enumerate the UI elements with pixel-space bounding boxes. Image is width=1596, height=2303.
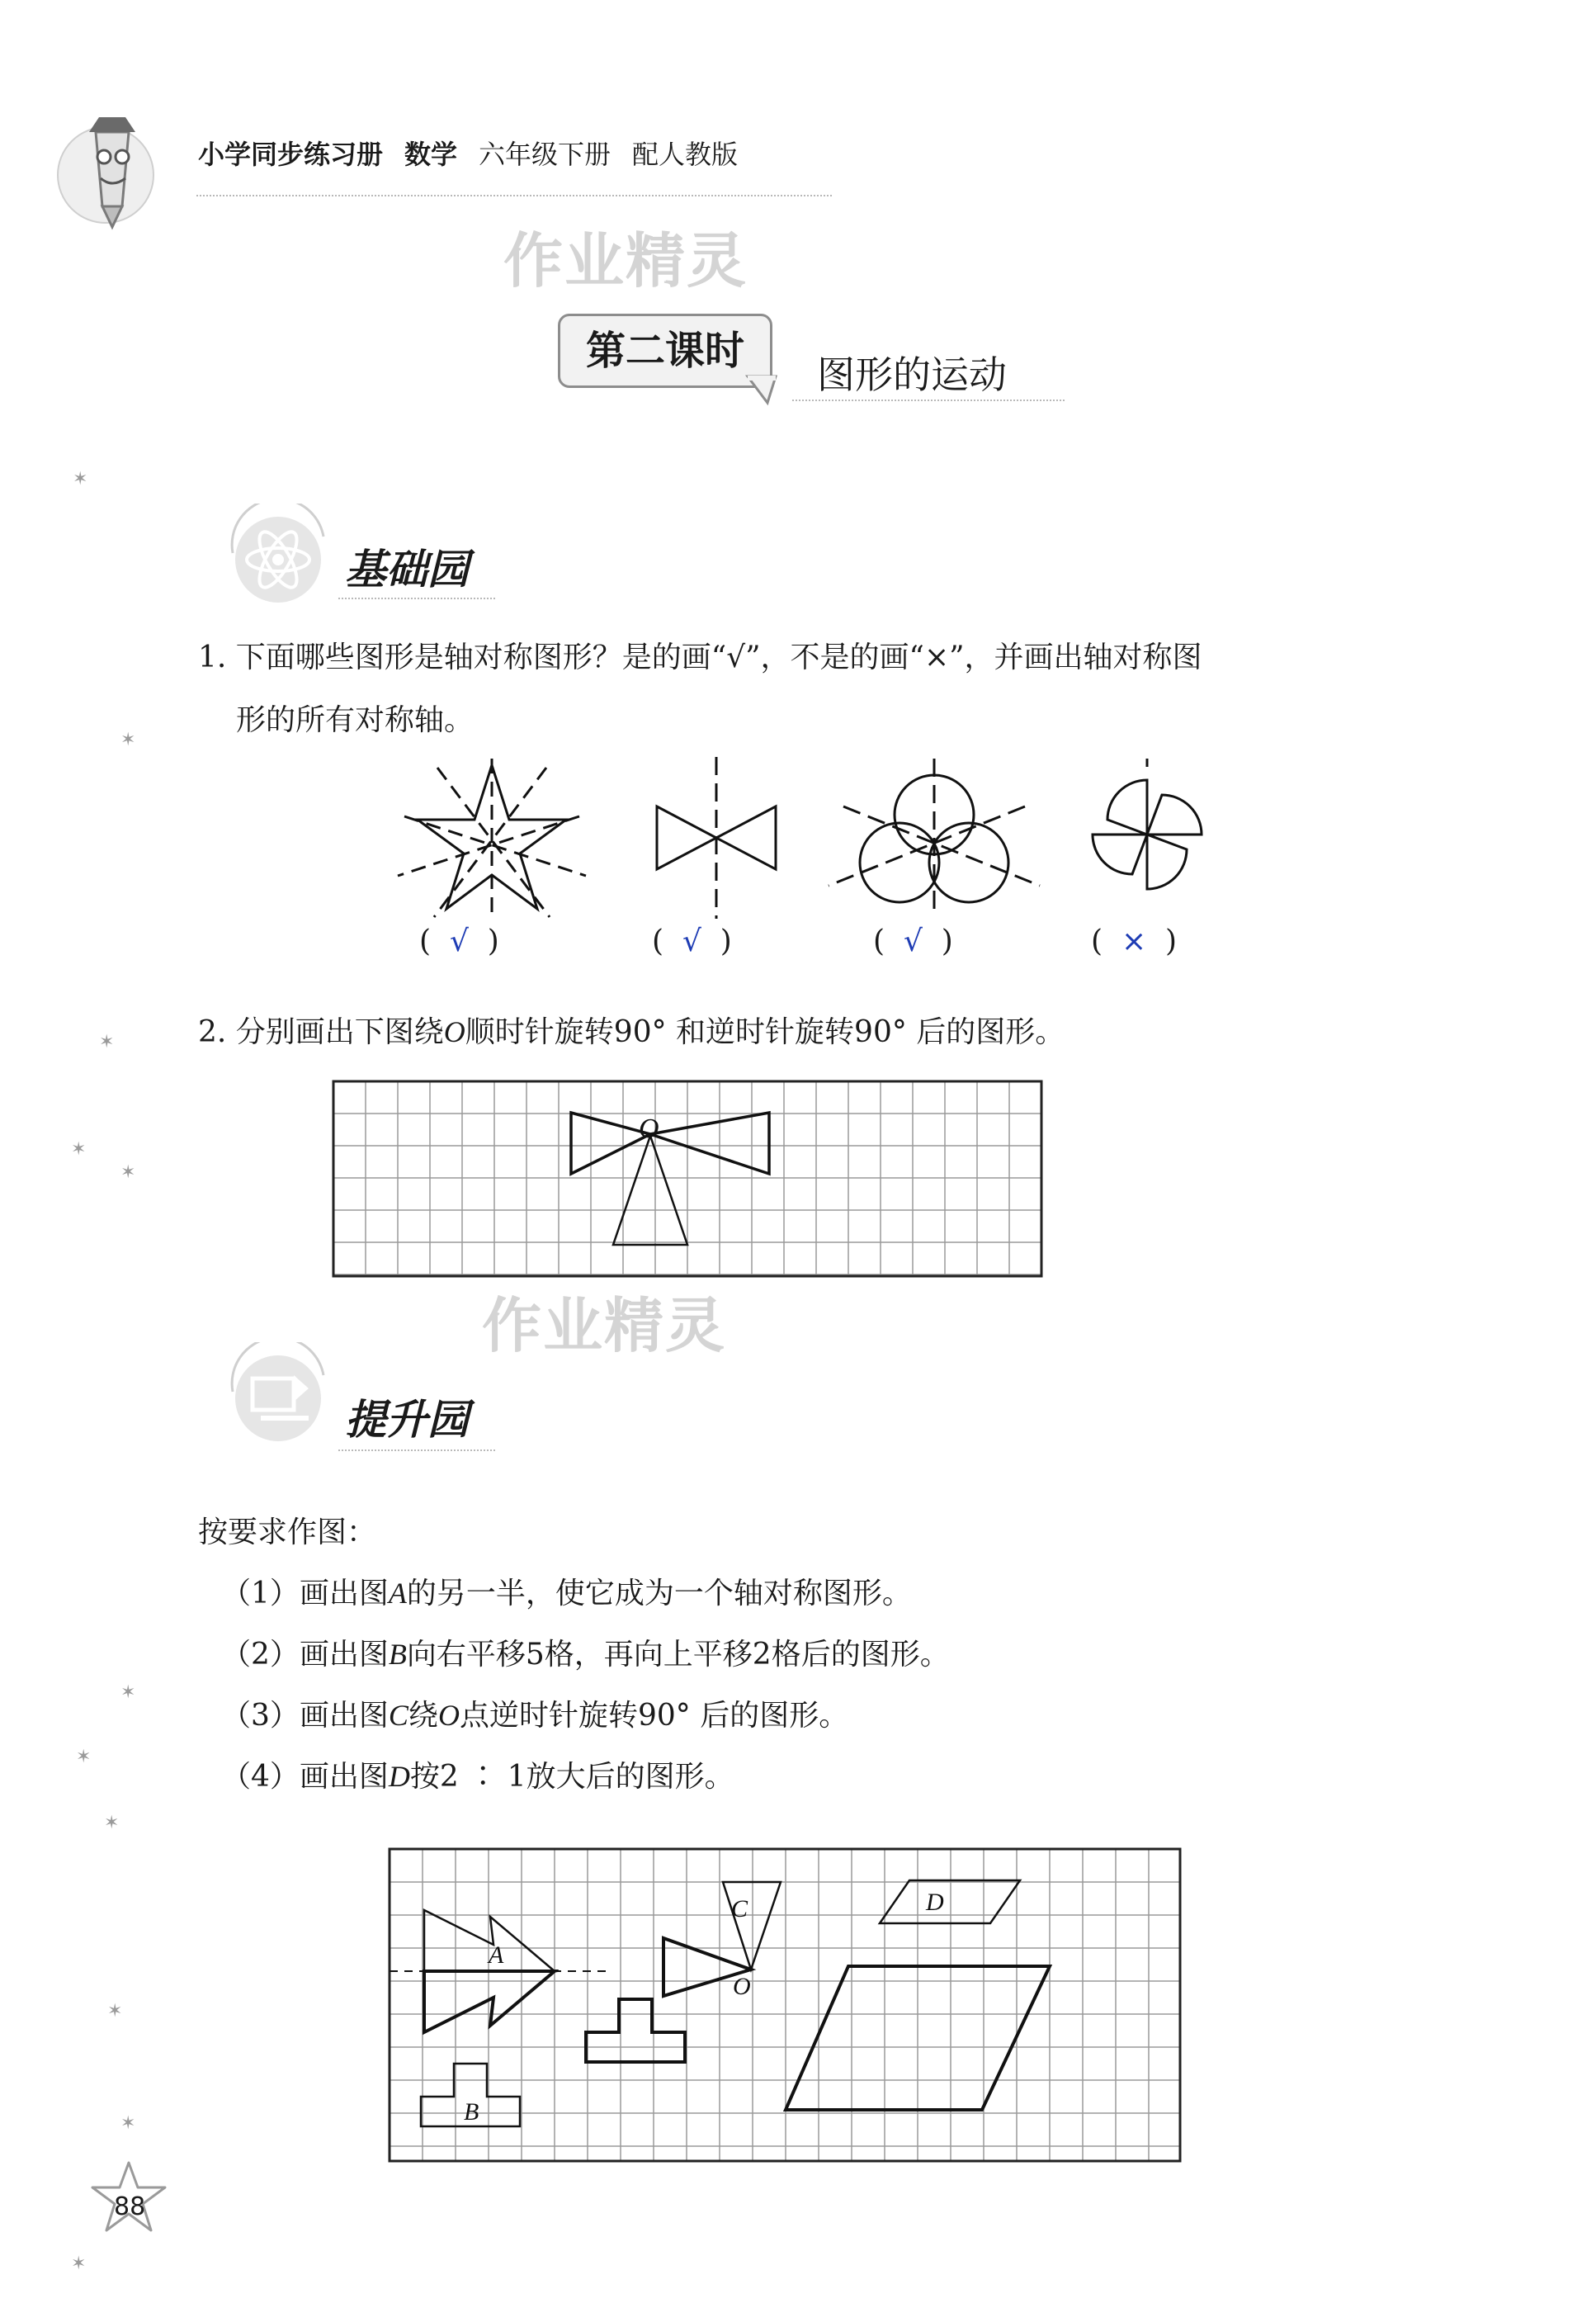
answer-3: ( √ )	[873, 925, 953, 958]
grade: 六年级下册	[479, 139, 611, 170]
running-header	[198, 134, 738, 172]
figure-three-circles	[829, 759, 1040, 917]
figure-star	[398, 759, 586, 917]
svg-text:O: O	[733, 1973, 751, 2000]
answer-1: ( √ )	[419, 925, 499, 958]
instruction-4: （4）画出图D按2 ∶ 1放大后的图形。	[221, 1760, 734, 1794]
star-icon: ✶	[107, 2001, 123, 2022]
section2-underline	[338, 1449, 495, 1451]
figure-b-translated	[586, 1999, 685, 2062]
svg-text:B: B	[464, 2098, 479, 2126]
star-icon: ✶	[73, 469, 88, 489]
star-icon: ✶	[120, 1682, 136, 1703]
question-1-line-1: 1. 下面哪些图形是轴对称图形？是的画“√”，不是的画“×”，并画出轴对称图	[198, 641, 1202, 674]
figure-a-mirror	[424, 1971, 555, 2032]
edition: 配人教版	[632, 139, 739, 170]
answer-2: ( √ )	[652, 925, 732, 958]
star-icon: ✶	[104, 1813, 120, 1833]
svg-text:C: C	[731, 1895, 748, 1922]
lesson-title: 图形的运动	[817, 352, 1007, 397]
instructions-intro: 按要求作图：	[198, 1516, 377, 1549]
rotation-grid	[328, 1076, 1046, 1283]
instruction-2: （2）画出图B向右平移5格，再向上平移2格后的图形。	[221, 1638, 950, 1672]
bowtie-figure	[571, 1113, 769, 1174]
star-icon: ✶	[120, 1162, 136, 1183]
point-o-label: O	[639, 1114, 659, 1144]
section1-title: 基础园	[345, 545, 469, 593]
watermark-2: 作业精灵	[482, 1291, 727, 1360]
atom-icon	[216, 504, 340, 611]
star-icon: ✶	[120, 730, 136, 750]
star-icon: ✶	[76, 1747, 92, 1767]
book-title: 小学同步练习册	[198, 139, 384, 170]
svg-text:A: A	[489, 1941, 504, 1969]
mascot-pencil-icon	[46, 99, 170, 231]
svg-text:D: D	[926, 1889, 944, 1916]
star-icon: ✶	[71, 2253, 87, 2274]
figure-d	[880, 1880, 1020, 1923]
subject: 数学	[404, 139, 458, 170]
answer-4: ( × )	[1091, 925, 1178, 958]
section1-underline	[338, 598, 495, 599]
header-divider	[196, 195, 832, 196]
question-1-line-2: 形的所有对称轴。	[236, 703, 475, 737]
page-number: 88	[114, 2192, 146, 2221]
star-icon: ✶	[99, 1032, 115, 1052]
question-2: 2. 分别画出下图绕O顺时针旋转90° 和逆时针旋转90° 后的图形。	[198, 1015, 1065, 1049]
instruction-1: （1）画出图A的另一半，使它成为一个轴对称图形。	[221, 1577, 912, 1610]
watermark: 作业精灵	[503, 226, 748, 296]
lesson-underline	[792, 400, 1065, 401]
instruction-3: （3）画出图C绕O点逆时针旋转90° 后的图形。	[221, 1699, 849, 1733]
figure-pinwheel	[1093, 759, 1202, 889]
figure-bowtie	[657, 757, 776, 919]
transform-grid	[385, 1844, 1185, 2166]
star-icon: ✶	[71, 1139, 87, 1160]
lesson-box-tail	[743, 373, 792, 406]
q1-figures	[388, 755, 1238, 920]
lesson-label: 第二课时	[558, 314, 772, 388]
section2-title: 提升园	[345, 1395, 469, 1444]
star-icon: ✶	[120, 2113, 136, 2134]
computer-icon	[216, 1342, 340, 1449]
triangle-figure	[613, 1136, 687, 1245]
